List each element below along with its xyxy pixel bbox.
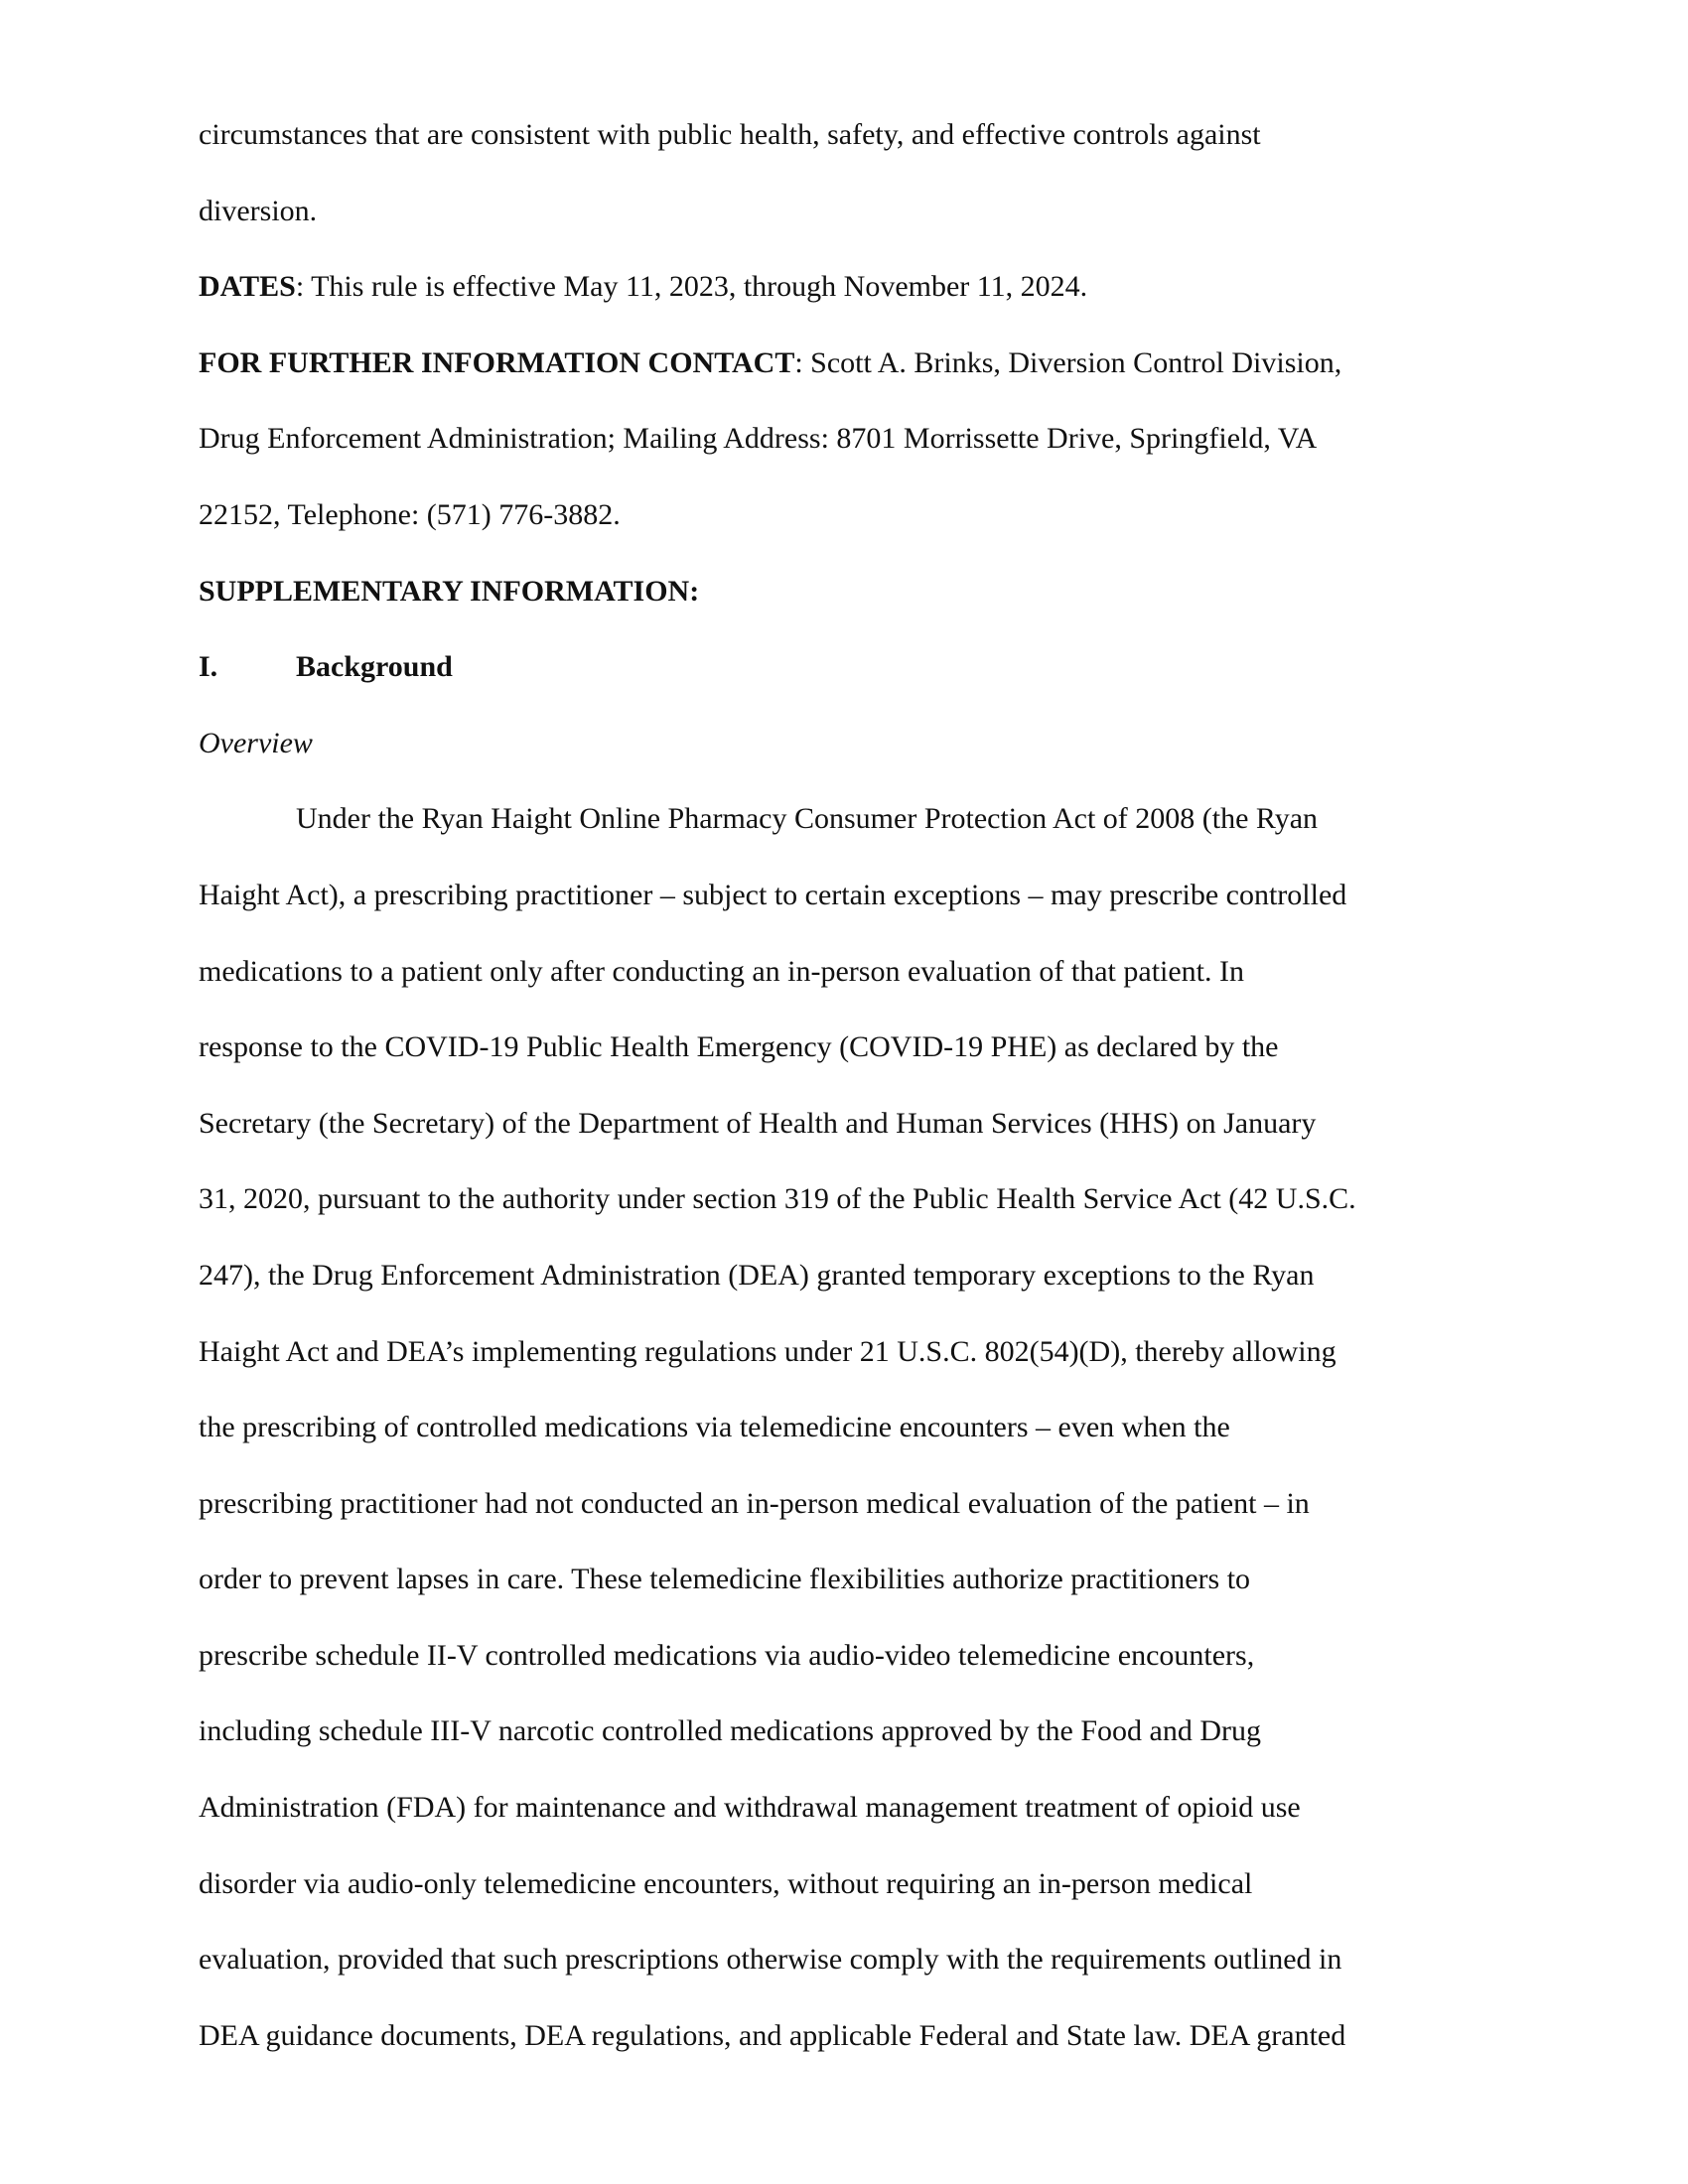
- contact-line: 22152, Telephone: (571) 776-3882.: [199, 497, 621, 531]
- paragraph-line: including schedule III-V narcotic controlled medications approved by the Food and Drug: [199, 1714, 1261, 1748]
- contact-line: Drug Enforcement Administration; Mailing Address: 8701 Morrissette Drive, Springfield, VA: [199, 422, 1318, 456]
- paragraph-line: response to the COVID-19 Public Health Emergency (COVID-19 PHE) as declared by the: [199, 1030, 1279, 1064]
- section-number: I.: [199, 650, 218, 684]
- paragraph-line: disorder via audio-only telemedicine encounters, without requiring an in-person medical: [199, 1866, 1253, 1900]
- summary-line: circumstances that are consistent with public health, safety, and effective controls against: [199, 118, 1261, 151]
- paragraph-line: Haight Act), a prescribing practitioner – subject to certain exceptions – may prescribe controlled: [199, 878, 1347, 911]
- contact-line: [199, 326, 1489, 402]
- contact-text: : Scott A. Brinks, Diversion Control Division,: [794, 345, 1342, 379]
- dates-text: : This rule is effective May 11, 2023, through November 11, 2024.: [295, 270, 1088, 304]
- paragraph-line: evaluation, provided that such prescriptions otherwise comply with the requirements outlined in: [199, 1943, 1342, 1977]
- document-page: [199, 97, 1489, 2074]
- supplementary-heading: SUPPLEMENTARY INFORMATION:: [199, 574, 700, 608]
- paragraph-line: prescribing practitioner had not conducted an in-person medical evaluation of the patient – in: [199, 1486, 1310, 1520]
- paragraph-line: the prescribing of controlled medications via telemedicine encounters – even when the: [199, 1411, 1230, 1444]
- paragraph-line: 247), the Drug Enforcement Administration (DEA) granted temporary exceptions to the Ryan: [199, 1258, 1315, 1292]
- paragraph-line: order to prevent lapses in care. These telemedicine flexibilities authorize practitioners to: [199, 1563, 1251, 1596]
- summary-line: diversion.: [199, 194, 318, 227]
- paragraph-line: Administration (FDA) for maintenance and withdrawal management treatment of opioid use: [199, 1791, 1301, 1825]
- paragraph-line: DEA guidance documents, DEA regulations, and applicable Federal and State law. DEA granted: [199, 2018, 1346, 2052]
- subheading: Overview: [199, 726, 313, 759]
- dates-label: DATES: [199, 270, 296, 304]
- paragraph-line: medications to a patient only after conducting an in-person evaluation of that patient. In: [199, 954, 1245, 988]
- paragraph-line: Secretary (the Secretary) of the Department of Health and Human Services (HHS) on January: [199, 1106, 1317, 1140]
- paragraph-line: prescribe schedule II-V controlled medications via audio-video telemedicine encounters,: [199, 1638, 1255, 1672]
- section-title: Background: [296, 650, 453, 684]
- dates-line: [199, 249, 1489, 326]
- paragraph-line: Haight Act and DEA’s implementing regulations under 21 U.S.C. 802(54)(D), thereby allowing: [199, 1334, 1336, 1368]
- contact-label: FOR FURTHER INFORMATION CONTACT: [199, 345, 795, 379]
- paragraph-line: 31, 2020, pursuant to the authority under section 319 of the Public Health Service Act (42 U.S.C.: [199, 1182, 1356, 1216]
- section-heading: [199, 629, 1489, 706]
- paragraph-line: Under the Ryan Haight Online Pharmacy Consumer Protection Act of 2008 (the Ryan: [296, 802, 1319, 836]
